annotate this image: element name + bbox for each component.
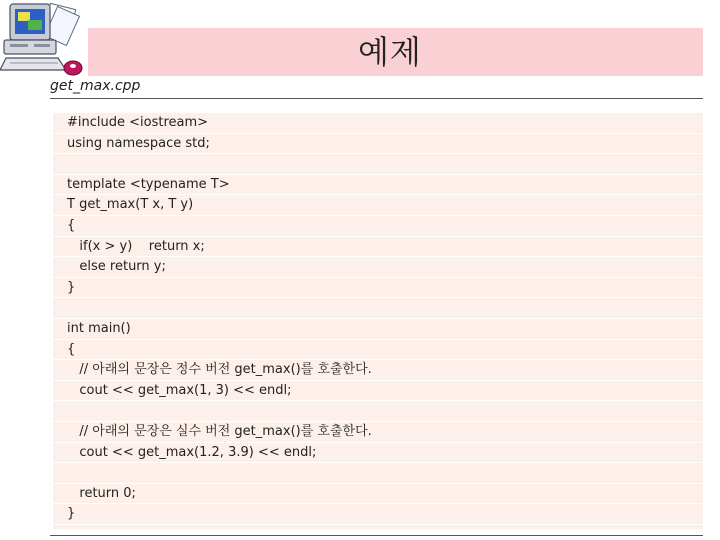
top-divider (50, 98, 703, 99)
code-line (53, 154, 703, 175)
code-line: cout << get_max(1.2, 3.9) << endl; (53, 443, 703, 464)
filename-label: get_max.cpp (50, 78, 141, 94)
code-line: if(x > y) return x; (53, 237, 703, 258)
code-line: // 아래의 문장은 정수 버전 get_max()를 호출한다. (53, 360, 703, 381)
code-line: } (53, 504, 703, 525)
slide-title: 예제 (358, 33, 422, 71)
code-line (53, 401, 703, 422)
computer-clipart-icon (0, 0, 92, 80)
code-line (53, 463, 703, 484)
code-line: { (53, 216, 703, 237)
code-line: cout << get_max(1, 3) << endl; (53, 381, 703, 402)
code-line: #include <iostream> (53, 113, 703, 134)
code-line: { (53, 340, 703, 361)
code-line: template <typename T> (53, 175, 703, 196)
code-line: else return y; (53, 257, 703, 278)
code-line: int main() (53, 319, 703, 340)
code-line: return 0; (53, 484, 703, 505)
code-line: // 아래의 문장은 실수 버전 get_max()를 호출한다. (53, 422, 703, 443)
code-line: } (53, 278, 703, 299)
code-block (53, 113, 703, 529)
code-line (53, 298, 703, 319)
code-line: using namespace std; (53, 134, 703, 155)
bottom-divider (50, 535, 703, 536)
code-line: T get_max(T x, T y) (53, 195, 703, 216)
